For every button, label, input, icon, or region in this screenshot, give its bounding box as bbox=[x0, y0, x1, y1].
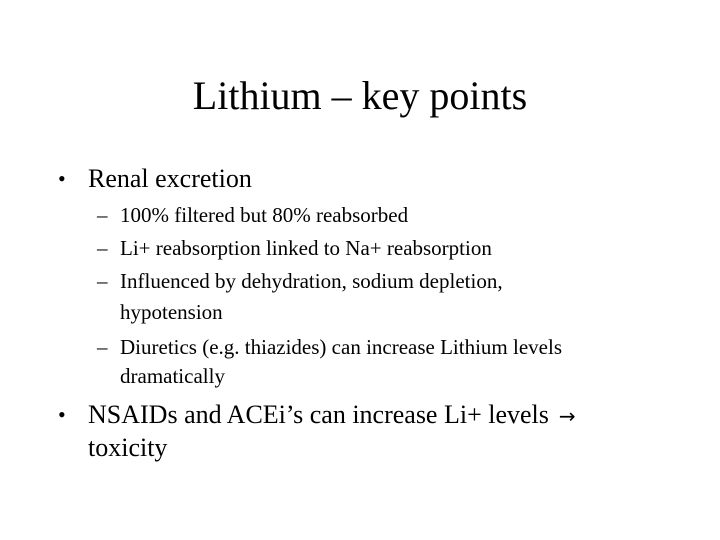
bullet-nsaids-text: NSAIDs and ACEi’s can increase Li+ levels bbox=[88, 400, 549, 429]
subitem-influenced-line2: hypotension bbox=[120, 300, 223, 324]
subitem-li-reabsorption: Li+ reabsorption linked to Na+ reabsorption bbox=[120, 236, 492, 260]
dash-marker: – bbox=[97, 269, 108, 293]
bullet-marker: • bbox=[58, 166, 66, 191]
dash-marker: – bbox=[97, 236, 108, 260]
dash-marker: – bbox=[97, 203, 108, 227]
bullet-nsaids-line2: toxicity bbox=[88, 433, 168, 462]
subitem-influenced-line1: Influenced by dehydration, sodium depletion, bbox=[120, 269, 503, 293]
slide-title: Lithium – key points bbox=[192, 73, 528, 118]
bullet-marker: • bbox=[58, 402, 66, 427]
subitem-filtered: 100% filtered but 80% reabsorbed bbox=[120, 203, 409, 227]
subitem-diuretics-line2: dramatically bbox=[120, 364, 225, 388]
dash-marker: – bbox=[97, 335, 108, 359]
right-arrow-icon: → bbox=[558, 404, 576, 428]
bullet-nsaids-line1 bbox=[88, 399, 576, 432]
subitem-diuretics-line1: Diuretics (e.g. thiazides) can increase Lithium levels bbox=[120, 335, 562, 359]
bullet-renal-excretion: Renal excretion bbox=[88, 164, 252, 193]
